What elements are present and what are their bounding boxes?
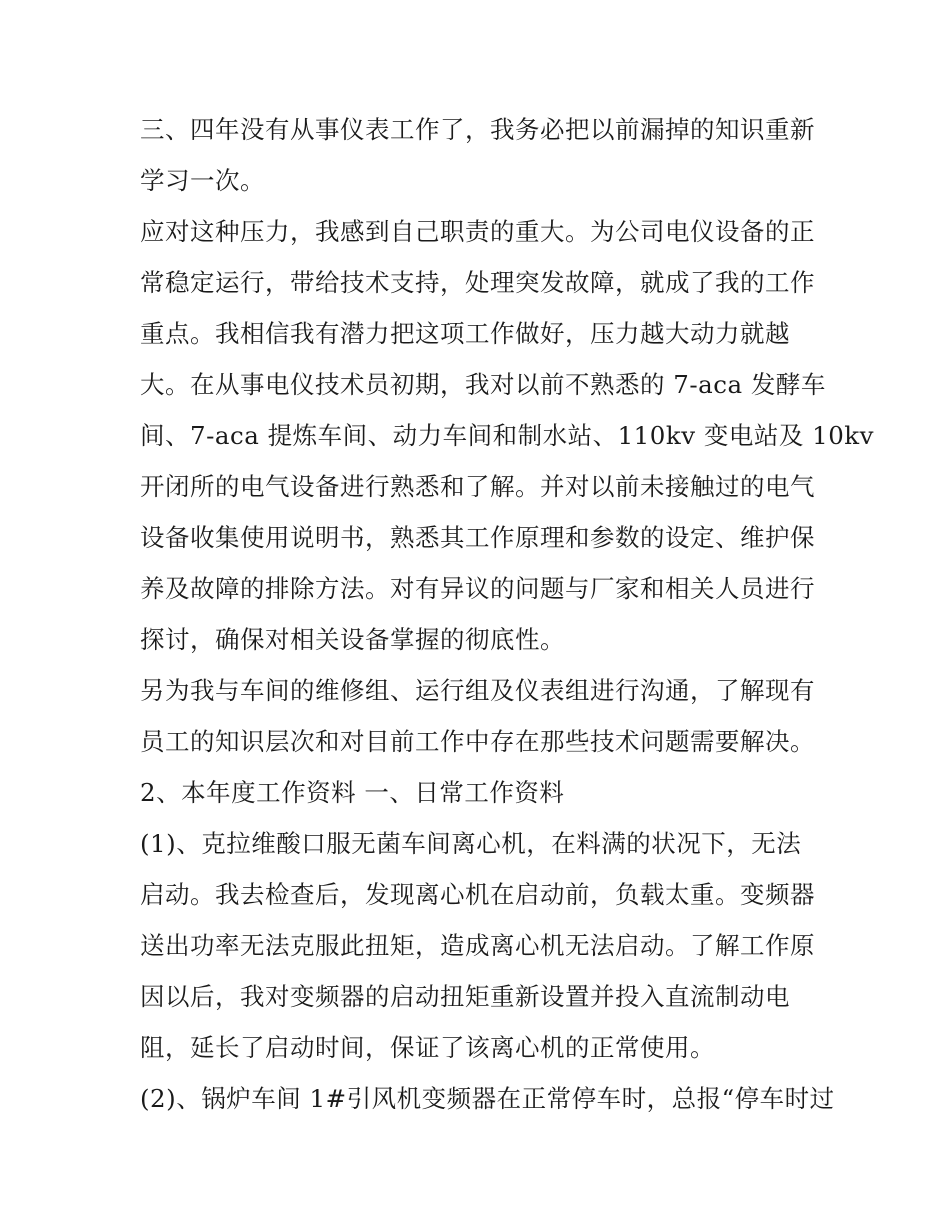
text-line: 另为我与车间的维修组、运行组及仪表组进行沟通，了解现有 <box>140 676 815 705</box>
text-line: 大。在从事电仪技术员初期，我对以前不熟悉的 7-aca 发酵车 <box>140 370 826 399</box>
text-line: 应对这种压力，我感到自己职责的重大。为公司电仪设备的正 <box>140 217 815 246</box>
text-line: 学习一次。 <box>140 166 265 195</box>
text-line: 开闭所的电气设备进行熟悉和了解。并对以前未接触过的电气 <box>140 472 815 501</box>
document-body <box>140 104 874 1124</box>
text-line: 间、7-aca 提炼车间、动力车间和制水站、110kv 变电站及 10kv <box>140 421 874 450</box>
text-line: 2、本年度工作资料 一、日常工作资料 <box>140 778 565 807</box>
text-line: 启动。我去检查后，发现离心机在启动前，负载太重。变频器 <box>140 880 815 909</box>
text-line: 因以后，我对变频器的启动扭矩重新设置并投入直流制动电 <box>140 982 790 1011</box>
text-line: (2)、锅炉车间 1#引风机变频器在正常停车时，总报“停车时过 <box>140 1084 835 1113</box>
text-line: 设备收集使用说明书，熟悉其工作原理和参数的设定、维护保 <box>140 523 815 552</box>
text-line: 重点。我相信我有潜力把这项工作做好，压力越大动力就越 <box>140 319 790 348</box>
text-line: 探讨，确保对相关设备掌握的彻底性。 <box>140 625 565 654</box>
text-line: 三、四年没有从事仪表工作了，我务必把以前漏掉的知识重新 <box>140 115 815 144</box>
text-line: 送出功率无法克服此扭矩，造成离心机无法启动。了解工作原 <box>140 931 815 960</box>
text-line: (1)、克拉维酸口服无菌车间离心机，在料满的状况下，无法 <box>140 829 802 858</box>
text-line: 阻，延长了启动时间，保证了该离心机的正常使用。 <box>140 1033 715 1062</box>
text-line: 员工的知识层次和对目前工作中存在那些技术问题需要解决。 <box>140 727 815 756</box>
text-line: 常稳定运行，带给技术支持，处理突发故障，就成了我的工作 <box>140 268 815 297</box>
text-line: 养及故障的排除方法。对有异议的问题与厂家和相关人员进行 <box>140 574 815 603</box>
